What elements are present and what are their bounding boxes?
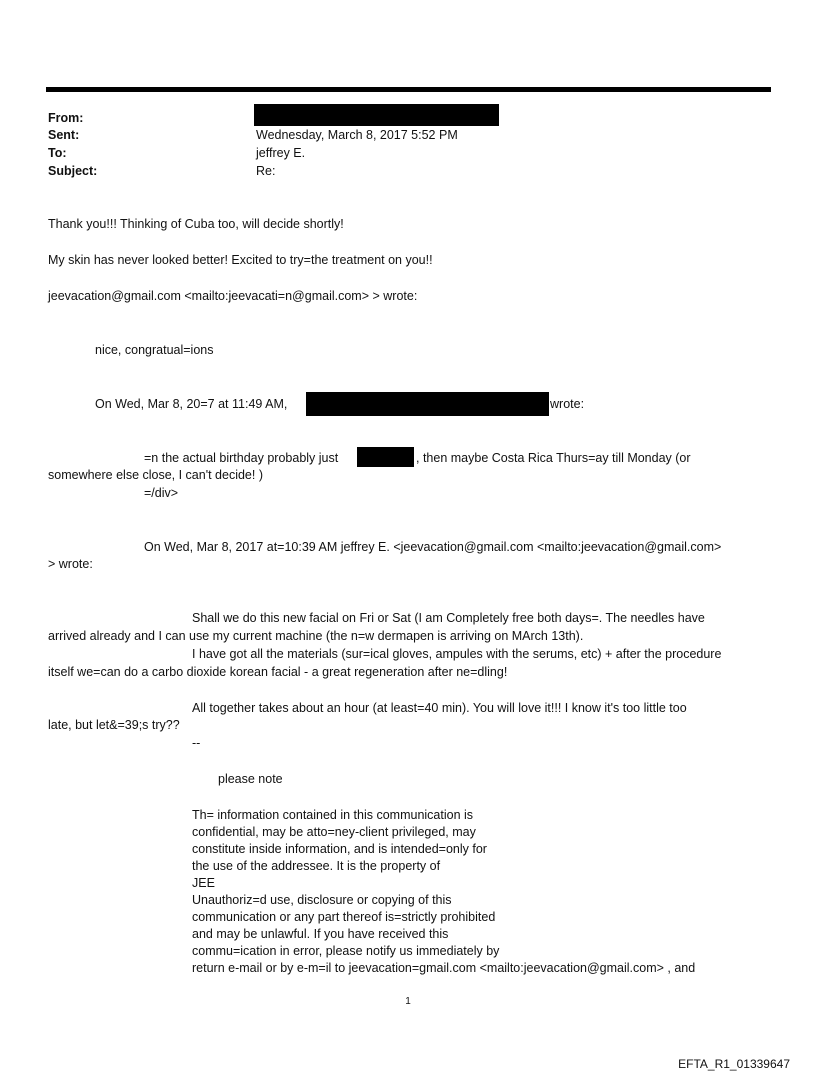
body-line-5-suffix: wrote: xyxy=(550,397,585,411)
from-redaction xyxy=(254,104,499,126)
disclaimer-line: constitute inside information, and is intended=only for xyxy=(192,842,487,856)
disclaimer-line: return e-mail or by e-m=il to jeevacation=gmail.com <mailto:jeevacation@gmail.com> , and xyxy=(192,961,696,975)
sender-redaction xyxy=(306,392,549,416)
body-line-6-prefix: =n the actual birthday probably just xyxy=(144,451,339,465)
body-line-1: Thank you!!! Thinking of Cuba too, will decide shortly! xyxy=(48,217,344,231)
disclaimer-line: communication or any part thereof is=strictly prohibited xyxy=(192,910,496,924)
disclaimer xyxy=(192,807,695,977)
body-line-4: nice, congratual=ions xyxy=(95,343,214,357)
page-number: 1 xyxy=(405,996,411,1007)
body-line-8-cont: > wrote: xyxy=(48,557,93,571)
paragraph-1-d: itself we=can do a carbo dioxide korean facial - a great regeneration after ne=dling! xyxy=(48,665,508,679)
disclaimer-line: Unauthoriz=d use, disclosure or copying of this xyxy=(192,893,452,907)
footer-id: EFTA_R1_01339647 xyxy=(678,1057,790,1071)
to-value: jeffrey E. xyxy=(256,146,306,160)
subject-value: Re: xyxy=(256,164,276,178)
body-line-8: On Wed, Mar 8, 2017 at=10:39 AM jeffrey E. <jeevacation@gmail.com <mailto:jeevacation@gmail.com> xyxy=(144,540,722,554)
paragraph-2-b: late, but let&=39;s try?? xyxy=(48,718,180,732)
body-line-7: =/div> xyxy=(144,486,179,500)
date-redaction xyxy=(357,447,414,467)
paragraph-1-c: I have got all the materials (sur=ical gloves, ampules with the serums, etc) + after the procedure xyxy=(192,647,722,661)
signature-dash: -- xyxy=(192,736,201,750)
disclaimer-line: Th= information contained in this communication is xyxy=(192,808,474,822)
body-line-3: jeevacation@gmail.com <mailto:jeevacati=n@gmail.com> > wrote: xyxy=(48,289,418,303)
paragraph-2-a: All together takes about an hour (at least=40 min). You will love it!!! I know it's too little too xyxy=(192,701,687,715)
please-note: please note xyxy=(218,772,283,786)
body-line-5-prefix: On Wed, Mar 8, 20=7 at 11:49 AM, xyxy=(95,397,288,411)
paragraph-1-b: arrived already and I can use my current machine (the n=w dermapen is arriving on MArch 13th). xyxy=(48,629,584,643)
sent-value: Wednesday, March 8, 2017 5:52 PM xyxy=(256,128,458,142)
body-line-6-cont: somewhere else close, I can't decide! ) xyxy=(48,468,263,482)
disclaimer-line: JEE xyxy=(192,876,215,890)
disclaimer-line: the use of the addressee. It is the property of xyxy=(192,859,441,873)
disclaimer-line: and may be unlawful. If you have received this xyxy=(192,927,449,941)
disclaimer-line: confidential, may be atto=ney-client privileged, may xyxy=(192,825,476,839)
sent-label: Sent: xyxy=(48,128,80,142)
body-line-2: My skin has never looked better! Excited to try=the treatment on you!! xyxy=(48,253,433,267)
paragraph-1-a: Shall we do this new facial on Fri or Sat (I am Completely free both days=. The needles have xyxy=(192,611,705,625)
from-label: From: xyxy=(48,111,84,125)
subject-label: Subject: xyxy=(48,164,98,178)
disclaimer-line: commu=ication in error, please notify us immediately by xyxy=(192,944,500,958)
body-line-6-suffix: , then maybe Costa Rica Thurs=ay till Monday (or xyxy=(416,451,691,465)
header-rule xyxy=(46,87,771,92)
to-label: To: xyxy=(48,146,67,160)
